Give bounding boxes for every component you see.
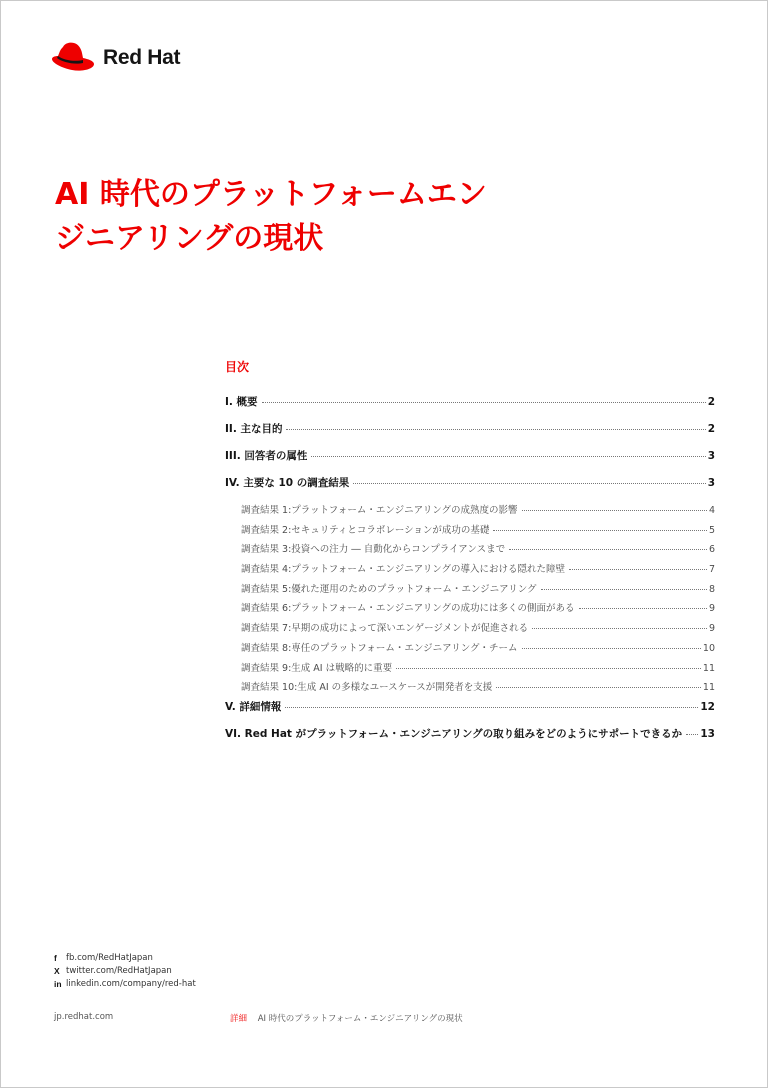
toc-finding-page: 6 bbox=[708, 544, 715, 556]
toc-entry-page: 13 bbox=[700, 727, 715, 740]
toc-entry-red-hat-support[interactable] bbox=[225, 726, 715, 753]
social-link-facebook[interactable] bbox=[54, 951, 196, 964]
toc-entry-label: IV. 主要な 10 の調査結果 bbox=[225, 477, 350, 489]
toc-finding-8[interactable] bbox=[225, 640, 715, 660]
toc-entry-label: I. 概要 bbox=[225, 396, 258, 408]
toc-entry-objectives[interactable] bbox=[225, 421, 715, 448]
red-hat-icon bbox=[50, 41, 96, 75]
social-link-text: twitter.com/RedHatJapan bbox=[66, 965, 172, 976]
table-of-contents bbox=[225, 358, 715, 753]
toc-entry-more-info[interactable] bbox=[225, 699, 715, 726]
toc-finding-page: 8 bbox=[708, 583, 715, 595]
toc-finding-1[interactable] bbox=[225, 502, 715, 522]
leader-dots bbox=[262, 402, 706, 403]
toc-finding-label: 調査結果 7:早期の成功によって深いエンゲージメントが促進される bbox=[241, 623, 529, 635]
toc-finding-9[interactable] bbox=[225, 660, 715, 680]
social-link-text: fb.com/RedHatJapan bbox=[66, 952, 153, 963]
leader-dots bbox=[522, 648, 701, 649]
leader-dots bbox=[686, 734, 698, 735]
footer-tag: 詳細 bbox=[230, 1014, 248, 1024]
leader-dots bbox=[311, 456, 705, 457]
linkedin-icon: in bbox=[54, 978, 62, 989]
toc-finding-page: 9 bbox=[708, 623, 715, 635]
toc-finding-page: 11 bbox=[702, 662, 715, 674]
toc-finding-page: 4 bbox=[708, 505, 715, 516]
toc-finding-page: 11 bbox=[702, 682, 715, 694]
toc-finding-2[interactable] bbox=[225, 522, 715, 542]
toc-entry-page: 3 bbox=[707, 450, 715, 462]
toc-entry-overview[interactable] bbox=[225, 394, 715, 421]
leader-dots bbox=[532, 628, 707, 629]
toc-finding-label: 調査結果 1:プラットフォーム・エンジニアリングの成熟度の影響 bbox=[241, 505, 518, 516]
leader-dots bbox=[522, 510, 707, 511]
leader-dots bbox=[579, 608, 707, 609]
toc-finding-4[interactable] bbox=[225, 561, 715, 581]
toc-finding-5[interactable] bbox=[225, 581, 715, 601]
toc-finding-label: 調査結果 4:プラットフォーム・エンジニアリングの導入における隠れた障壁 bbox=[241, 564, 566, 576]
toc-entry-label: V. 詳細情報 bbox=[225, 700, 282, 713]
facebook-icon: f bbox=[54, 952, 57, 963]
red-hat-logo bbox=[50, 41, 180, 75]
toc-entry-key-findings[interactable] bbox=[225, 475, 715, 502]
toc-entry-label: II. 主な目的 bbox=[225, 423, 283, 435]
toc-entry-page: 2 bbox=[707, 423, 715, 435]
toc-finding-label: 調査結果 5:優れた運用のためのプラットフォーム・エンジニアリング bbox=[241, 583, 537, 595]
leader-dots bbox=[353, 483, 705, 484]
leader-dots bbox=[569, 569, 707, 570]
toc-finding-page: 5 bbox=[708, 524, 715, 536]
toc-heading: 目次 bbox=[225, 360, 250, 374]
toc-finding-page: 7 bbox=[708, 564, 715, 576]
toc-finding-label: 調査結果 8:専任のプラットフォーム・エンジニアリング・チーム bbox=[241, 642, 518, 654]
toc-finding-page: 10 bbox=[702, 642, 715, 654]
social-link-text: linkedin.com/company/red-hat bbox=[66, 978, 196, 989]
leader-dots bbox=[286, 429, 705, 430]
toc-finding-page: 9 bbox=[708, 603, 715, 615]
toc-entry-label: VI. Red Hat がプラットフォーム・エンジニアリングの取り組みをどのようにサポートできるか bbox=[225, 727, 683, 740]
document-title bbox=[55, 173, 575, 261]
toc-entry-page: 12 bbox=[700, 700, 715, 713]
toc-finding-7[interactable] bbox=[225, 620, 715, 640]
toc-finding-6[interactable] bbox=[225, 600, 715, 620]
footer-url[interactable]: jp.redhat.com bbox=[54, 1012, 114, 1022]
toc-finding-3[interactable] bbox=[225, 541, 715, 561]
leader-dots bbox=[285, 707, 698, 708]
toc-entry-demographics[interactable] bbox=[225, 448, 715, 475]
toc-entry-page: 3 bbox=[707, 477, 715, 489]
title-line-1: AI 時代のプラットフォームエン bbox=[55, 177, 487, 212]
leader-dots bbox=[496, 687, 701, 688]
footer-doc-title: AI 時代のプラットフォーム・エンジニアリングの現状 bbox=[257, 1014, 463, 1024]
toc-entry-label: III. 回答者の属性 bbox=[225, 450, 308, 462]
social-link-linkedin[interactable] bbox=[54, 977, 196, 990]
toc-finding-label: 調査結果 6:プラットフォーム・エンジニアリングの成功には多くの側面がある bbox=[241, 603, 575, 615]
brand-name: Red Hat bbox=[103, 46, 181, 69]
leader-dots bbox=[396, 668, 701, 669]
social-links bbox=[54, 951, 196, 990]
x-icon: X bbox=[54, 965, 60, 976]
toc-finding-label: 調査結果 2:セキュリティとコラボレーションが成功の基礎 bbox=[241, 524, 490, 536]
toc-finding-label: 調査結果 3:投資への注力 ― 自動化からコンプライアンスまで bbox=[241, 544, 506, 556]
social-link-twitter[interactable] bbox=[54, 964, 196, 977]
footer-document-info bbox=[230, 1012, 463, 1024]
title-line-2: ジニアリングの現状 bbox=[55, 221, 324, 256]
toc-finding-10[interactable] bbox=[225, 679, 715, 699]
toc-entry-page: 2 bbox=[707, 396, 715, 408]
leader-dots bbox=[541, 589, 707, 590]
leader-dots bbox=[509, 549, 707, 550]
toc-finding-label: 調査結果 10:生成 AI の多様なユースケースが開発者を支援 bbox=[241, 682, 493, 694]
leader-dots bbox=[493, 530, 707, 531]
toc-finding-label: 調査結果 9:生成 AI は戦略的に重要 bbox=[241, 662, 393, 674]
